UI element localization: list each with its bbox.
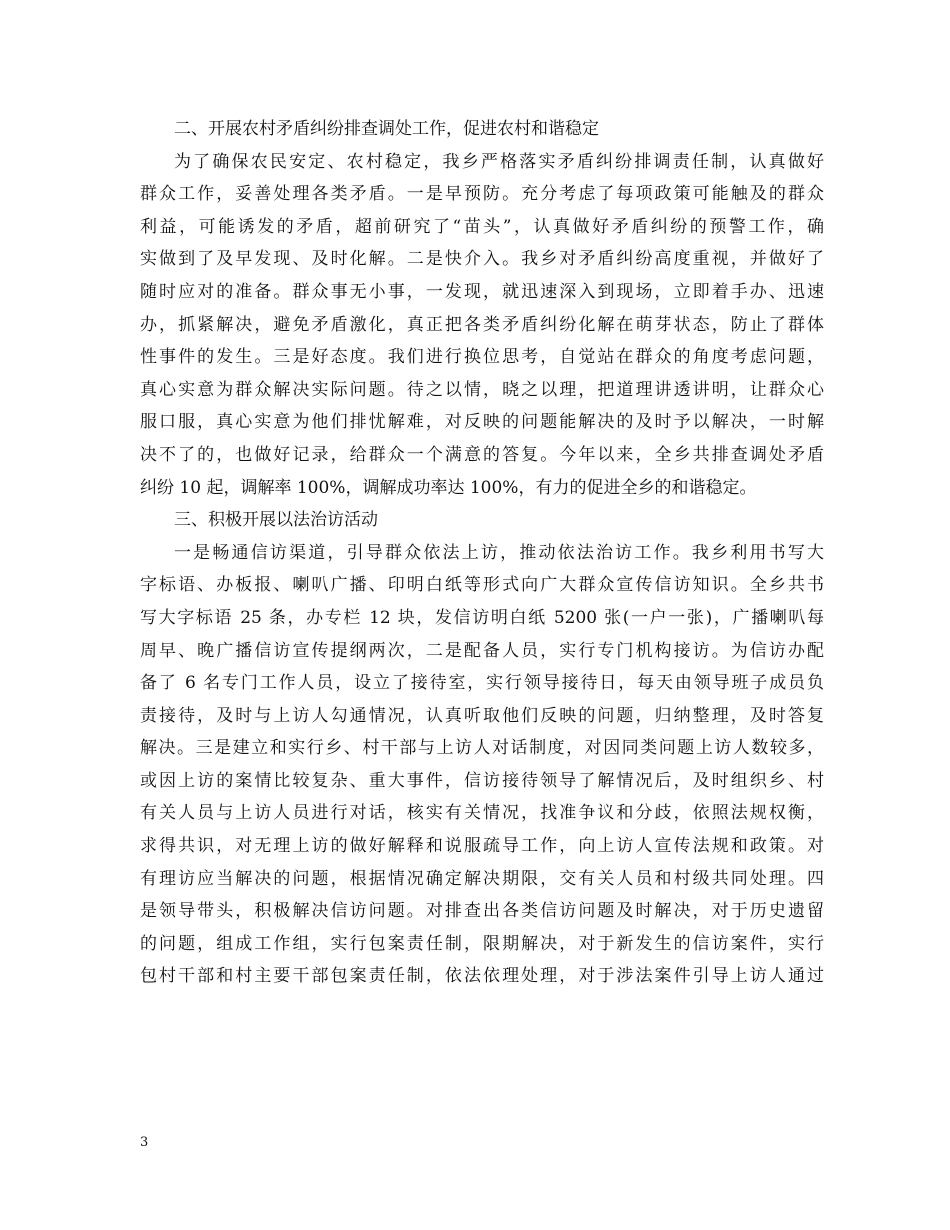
paragraph-line: 字标语、办板报、喇叭广播、印明白纸等形式向广大群众宣传信访知识。全乡共书 [140, 575, 824, 596]
paragraph-line: 求得共识，对无理上访的做好解释和说服疏导工作，向上访人宣传法规和政策。对 [140, 836, 824, 857]
paragraph-line: 有理访应当解决的问题，根据情况确定解决期限，交有关人员和村级共同处理。四 [140, 868, 824, 889]
paragraph-line: 解决。三是建立和实行乡、村干部与上访人对话制度，对因同类问题上访人数较多， [140, 738, 824, 759]
paragraph-line: 决不了的，也做好记录，给群众一个满意的答复。今年以来，全乡共排查调处矛盾 [140, 444, 824, 465]
document-body [140, 113, 824, 993]
paragraph-line: 写大字标语 25 条，办专栏 12 块，发信访明白纸 5200 张(一户一张)，广播喇叭每 [140, 607, 824, 628]
paragraph-line: 利益，可能诱发的矛盾，超前研究了“苗头”，认真做好矛盾纠纷的预警工作，确 [140, 216, 824, 237]
paragraph-line: 办，抓紧解决，避免矛盾激化，真正把各类矛盾纠纷化解在萌芽状态，防止了群体 [140, 314, 824, 335]
paragraph-line: 一是畅通信访渠道，引导群众依法上访，推动依法治访工作。我乡利用书写大 [174, 542, 824, 563]
paragraph-line: 包村干部和村主要干部包案责任制，依法依理处理，对于涉法案件引导上访人通过 [140, 966, 824, 987]
section-heading-two: 二、开展农村矛盾纠纷排查调处工作，促进农村和谐稳定 [174, 119, 599, 139]
paragraph-line: 真心实意为群众解决实际问题。待之以情，晓之以理，把道理讲透讲明，让群众心 [140, 379, 824, 400]
paragraph-line: 是领导带头，积极解决信访问题。对排查出各类信访问题及时解决，对于历史遗留 [140, 901, 824, 922]
paragraph-line: 群众工作，妥善处理各类矛盾。一是早预防。充分考虑了每项政策可能触及的群众 [140, 184, 824, 205]
paragraph-line: 性事件的发生。三是好态度。我们进行换位思考，自觉站在群众的角度考虑问题， [140, 347, 824, 368]
page-number: 3 [140, 1135, 149, 1150]
section-heading-three: 三、积极开展以法治访活动 [174, 510, 378, 531]
paragraph-line: 服口服，真心实意为他们排忧解难，对反映的问题能解决的及时予以解决，一时解 [140, 412, 824, 433]
paragraph-line: 或因上访的案情比较复杂、重大事件，信访接待领导了解情况后，及时组织乡、村 [140, 770, 824, 791]
paragraph-line: 纠纷 10 起，调解率 100%，调解成功率达 100%，有力的促进全乡的和谐稳定。 [140, 477, 757, 498]
paragraph-line: 备了 6 名专门工作人员，设立了接待室，实行领导接待日，每天由领导班子成员负 [140, 673, 824, 694]
paragraph-line: 随时应对的准备。群众事无小事，一发现，就迅速深入到现场，立即着手办、迅速 [140, 281, 824, 302]
paragraph-line: 实做到了及早发现、及时化解。二是快介入。我乡对矛盾纠纷高度重视，并做好了 [140, 249, 824, 270]
paragraph-line: 责接待，及时与上访人勾通情况，认真听取他们反映的问题，归纳整理，及时答复 [140, 705, 824, 726]
paragraph-line: 周早、晚广播信访宣传提纲两次，二是配备人员，实行专门机构接访。为信访办配 [140, 640, 824, 661]
paragraph-line: 为了确保农民安定、农村稳定，我乡严格落实矛盾纠纷排调责任制，认真做好 [174, 151, 824, 172]
paragraph-line: 有关人员与上访人员进行对话，核实有关情况，找准争议和分歧，依照法规权衡， [140, 803, 824, 824]
paragraph-line: 的问题，组成工作组，实行包案责任制，限期解决，对于新发生的信访案件，实行 [140, 933, 824, 954]
